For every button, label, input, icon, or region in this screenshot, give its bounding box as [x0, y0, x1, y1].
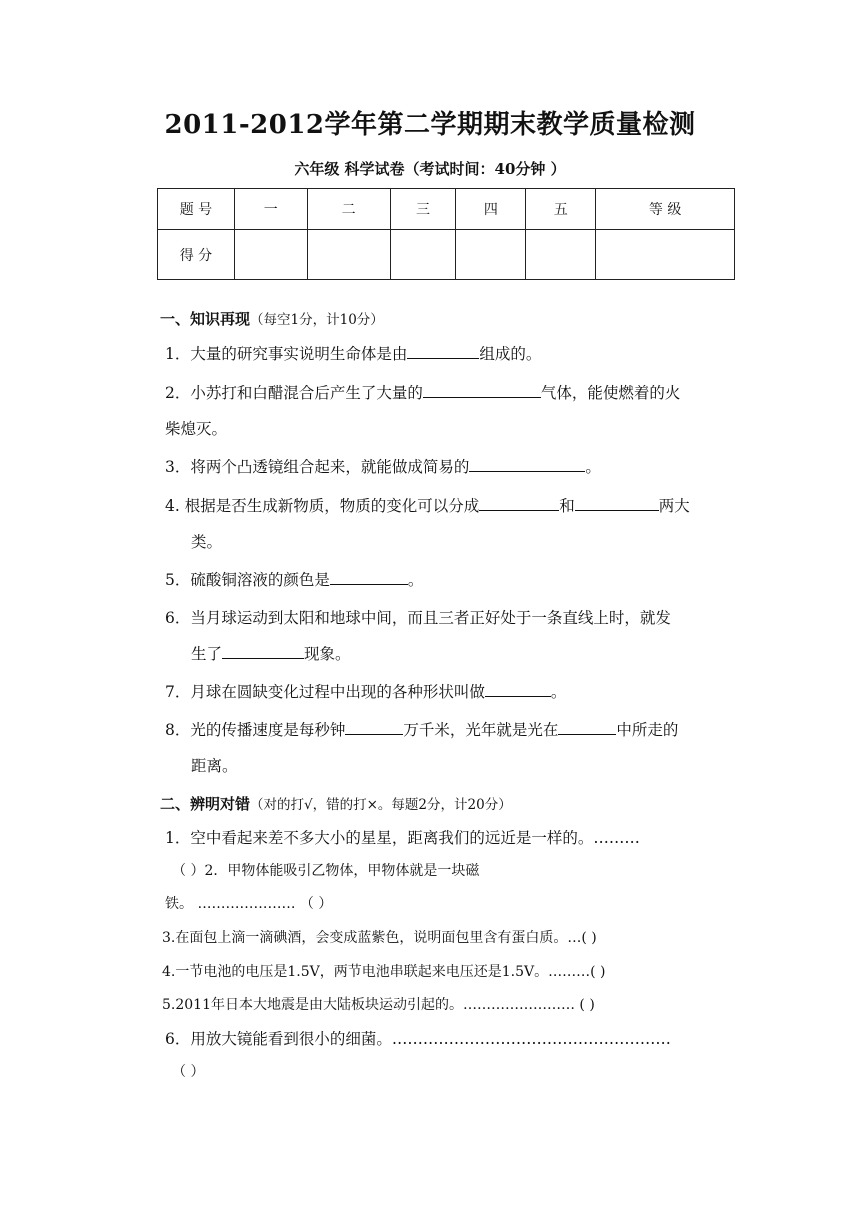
question-text: 生了: [191, 645, 223, 663]
question-text: 万千米，光年就是光在: [403, 721, 559, 739]
question-1-4-cont: 类。: [191, 533, 223, 551]
question-text: 两大: [658, 497, 690, 515]
question-2-6-cont: （ ）: [172, 1064, 205, 1080]
question-text: 5．硫酸铜溶液的颜色是: [165, 571, 330, 589]
score-cell: [526, 230, 596, 280]
score-table-header-row: [158, 189, 735, 230]
question-2-5: 5.2011年日本大地震是由大陆板块运动引起的。…………………… ( ): [162, 997, 595, 1013]
question-text: 4. 根据是否生成新物质，物质的变化可以分成: [165, 497, 480, 515]
header-cell-2: 二: [307, 189, 390, 230]
header-cell-1: 一: [234, 189, 307, 230]
question-text: 7．月球在圆缺变化过程中出现的各种形状叫做: [165, 683, 485, 701]
section1-note: （每空1分，计10分）: [250, 312, 384, 328]
question-text: 3．将两个凸透镜组合起来，就能做成简易的: [165, 458, 470, 476]
header-cell-4: 四: [456, 189, 526, 230]
question-1-8: [165, 718, 678, 740]
grade-cell: [596, 230, 735, 280]
answer-blank: [469, 456, 585, 472]
header-cell-3: 三: [390, 189, 456, 230]
question-2-1-cont: （ ）2．甲物体能吸引乙物体，甲物体就是一块磁: [172, 863, 480, 879]
question-text: 8．光的传播速度是每秒钟: [165, 721, 346, 739]
question-1-6: 6．当月球运动到太阳和地球中间，而且三者正好处于一条直线上时，就发: [165, 609, 671, 627]
question-text: 。: [407, 571, 424, 589]
question-1-2-cont: 柴熄灭。: [165, 420, 228, 438]
question-1-5: [165, 568, 423, 590]
question-1-3: [165, 455, 601, 477]
answer-blank: [423, 382, 541, 398]
section2-title: 二、辨明对错: [160, 795, 251, 813]
question-text: 。: [550, 683, 567, 701]
question-1-6-cont: [191, 642, 351, 664]
question-text: 中所走的: [616, 721, 679, 739]
question-text: 。: [585, 458, 601, 476]
answer-blank: [222, 643, 304, 659]
header-cell-grade: 等 级: [596, 189, 735, 230]
score-cell: [456, 230, 526, 280]
question-text: 组成的。: [479, 345, 542, 363]
section1-heading: [160, 308, 384, 329]
section1-title: 一、知识再现: [160, 310, 251, 328]
question-text: 1．大量的研究事实说明生命体是由: [165, 345, 408, 363]
score-table: [157, 188, 735, 280]
question-2-1: 1．空中看起来差不多大小的星星，距离我们的远近是一样的。………: [165, 829, 640, 847]
answer-blank: [407, 343, 479, 359]
answer-blank: [479, 495, 559, 511]
question-1-1: [165, 342, 541, 364]
header-cell-label: 题 号: [158, 189, 235, 230]
score-cell: [234, 230, 307, 280]
question-text: 2．小苏打和白醋混合后产生了大量的: [165, 384, 423, 402]
score-cell: [307, 230, 390, 280]
question-2-6: 6．用放大镜能看到很小的细菌。………………………………………………: [165, 1030, 671, 1048]
question-2-4: 4.一节电池的电压是1.5V，两节电池串联起来电压还是1.5V。………( ): [162, 964, 606, 980]
answer-blank: [330, 569, 408, 585]
score-cell: [390, 230, 456, 280]
answer-blank: [575, 495, 659, 511]
question-1-2: [165, 381, 680, 403]
section2-note: （对的打√，错的打×。每题2分，计20分）: [250, 797, 512, 813]
header-cell-5: 五: [526, 189, 596, 230]
question-2-2-cont: 铁。 ………………… （ ）: [165, 896, 333, 912]
question-1-4: [165, 494, 690, 516]
question-1-7: [165, 680, 566, 702]
score-row-label: 得 分: [158, 230, 235, 280]
question-text: 气体，能使燃着的火: [540, 384, 681, 402]
exam-subtitle: 六年级 科学试卷（考试时间：40分钟 ）: [294, 160, 566, 178]
section2-heading: [160, 793, 512, 814]
page-title: 2011-2012学年第二学期期末教学质量检测: [164, 110, 696, 140]
answer-blank: [345, 719, 403, 735]
question-1-8-cont: 距离。: [191, 757, 238, 775]
answer-blank: [558, 719, 616, 735]
question-text: 和: [559, 497, 575, 515]
question-text: 现象。: [304, 645, 351, 663]
question-2-3: 3.在面包上滴一滴碘酒，会变成蓝紫色，说明面包里含有蛋白质。…( ): [162, 930, 597, 946]
answer-blank: [485, 681, 551, 697]
score-table-score-row: [158, 230, 735, 280]
